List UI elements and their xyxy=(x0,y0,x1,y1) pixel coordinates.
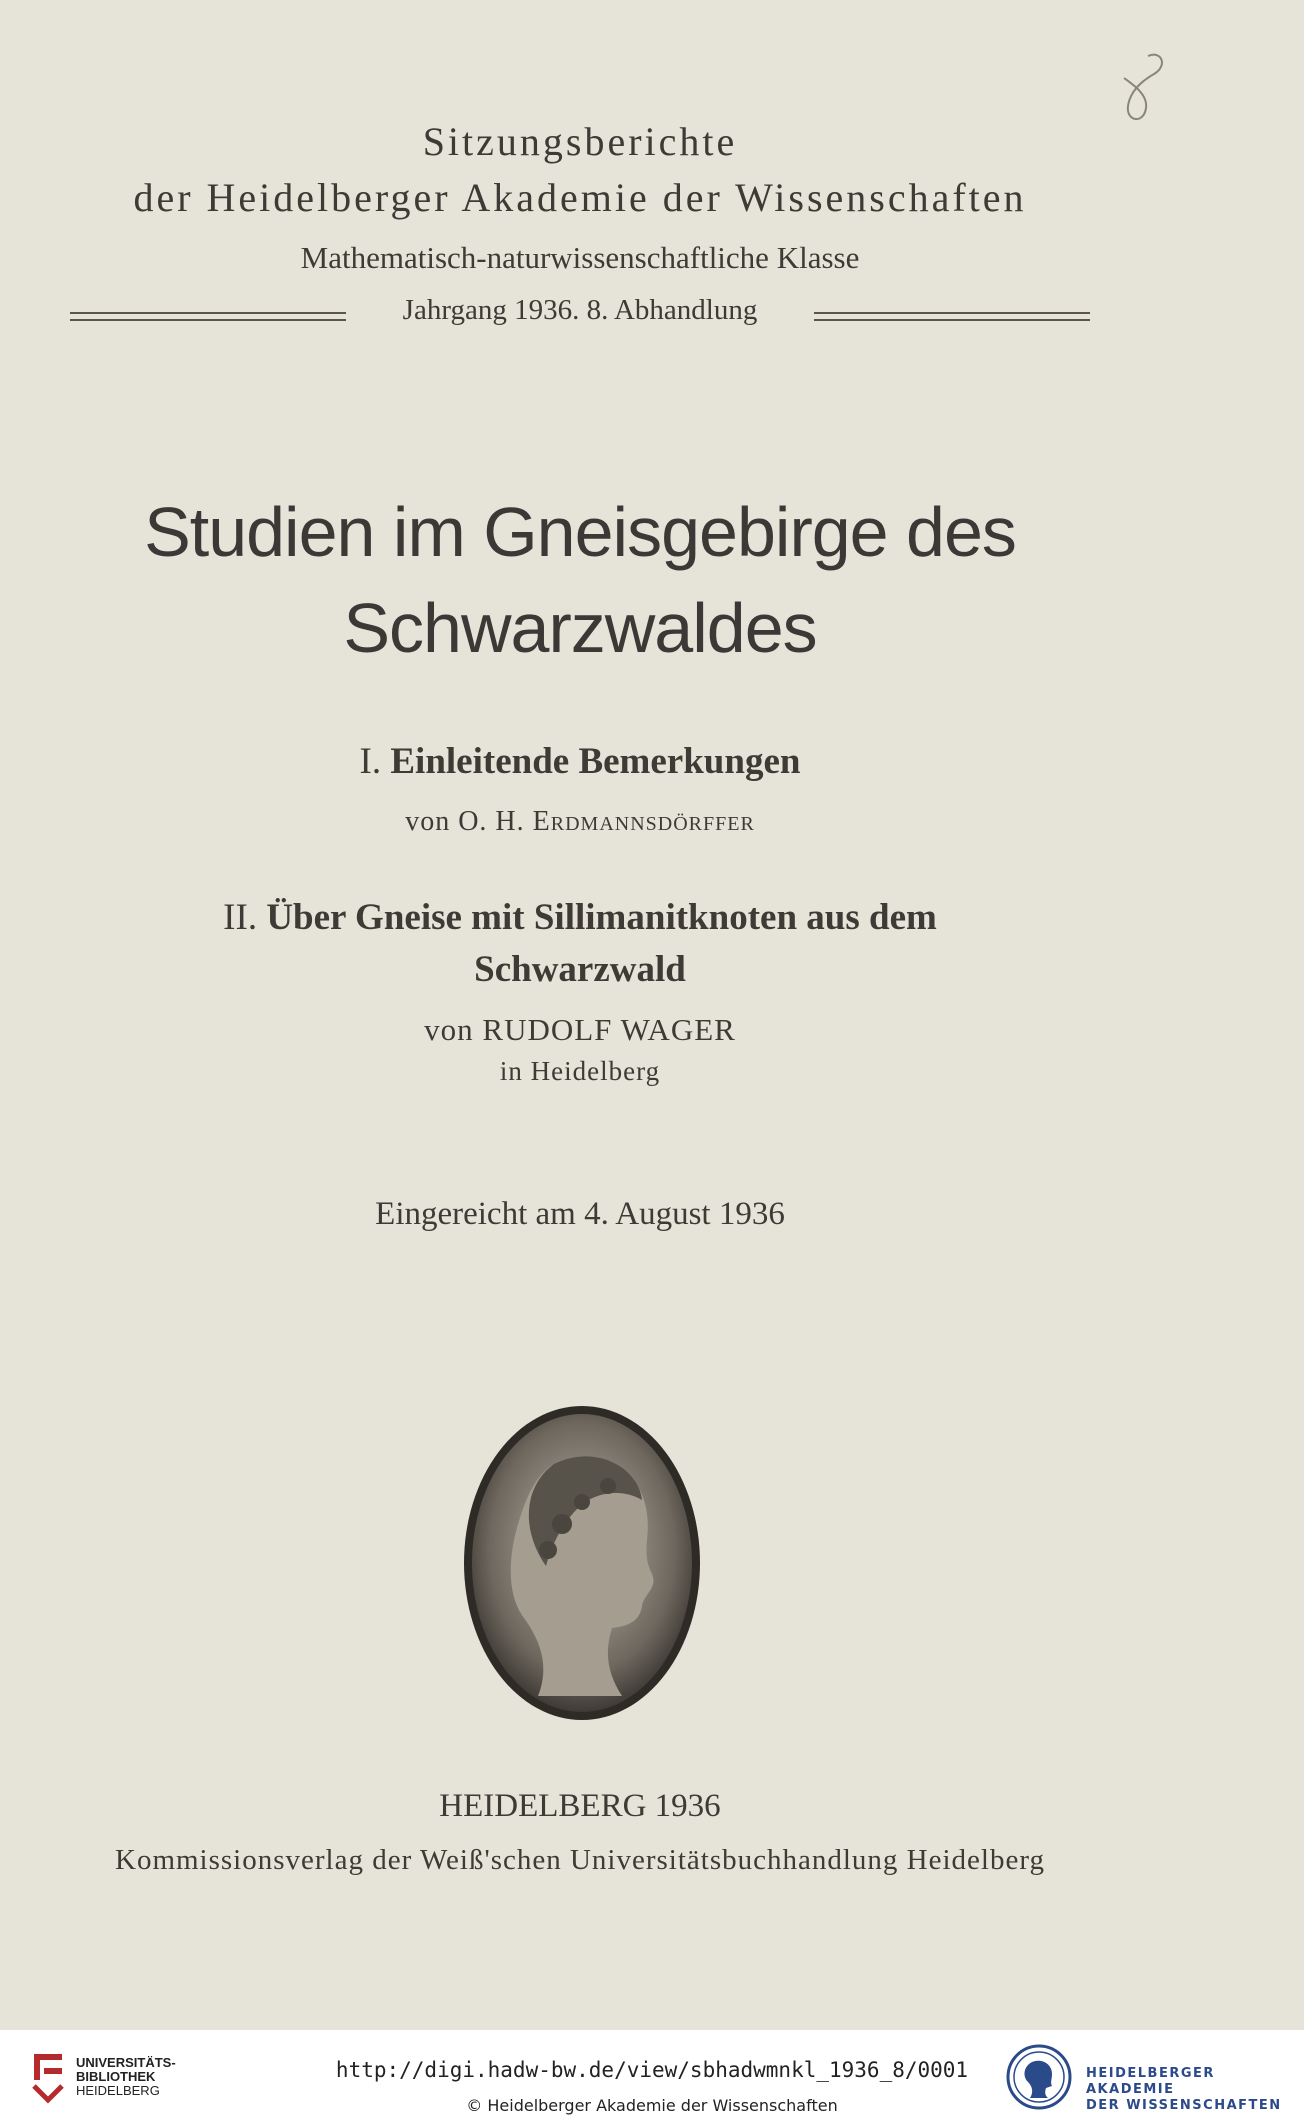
part1-von: von xyxy=(405,806,451,837)
imprint-publisher: Kommissionsverlag der Weiß'schen Universitätsbuchhandlung Heidelberg xyxy=(115,1844,1045,1876)
part1-heading xyxy=(0,740,1160,783)
part2-numeral: II. xyxy=(223,897,258,938)
hadw-line2: DER WISSENSCHAFTEN xyxy=(1086,2098,1282,2113)
copyright-notice: © Heidelberger Akademie der Wissenschaften xyxy=(466,2096,838,2115)
part1-author: O. H. Erdmannsdörffer xyxy=(458,806,755,837)
ub-line3: HEIDELBERG xyxy=(76,2083,160,2098)
submission-date: Eingereicht am 4. August 1936 xyxy=(375,1196,785,1232)
imprint-city-year: HEIDELBERG 1936 xyxy=(439,1788,721,1824)
volume-info: Jahrgang 1936. 8. Abhandlung xyxy=(391,294,770,326)
part2-author-line: von RUDOLF WAGER xyxy=(424,1012,736,1047)
part2-title-line1: Über Gneise mit Sillimanitknoten aus dem xyxy=(266,897,937,938)
part2-title-line2: Schwarzwald xyxy=(474,949,686,990)
ub-line1: UNIVERSITÄTS- xyxy=(76,2055,176,2070)
ub-line2: BIBLIOTHEK xyxy=(76,2069,156,2084)
cameo-portrait-emblem xyxy=(462,1404,702,1722)
class-name: Mathematisch-naturwissenschaftliche Klasse xyxy=(300,240,860,275)
handwritten-page-number-mark xyxy=(1110,48,1170,128)
hadw-seal-icon xyxy=(1006,2044,1072,2110)
volume-line xyxy=(70,292,1090,336)
main-title-line2: Schwarzwaldes xyxy=(343,589,817,667)
permalink-url[interactable]: http://digi.hadw-bw.de/view/sbhadwmnkl_1936_8/0001 xyxy=(335,2058,969,2082)
part1-numeral: I. xyxy=(359,741,382,782)
hadw-line1: HEIDELBERGER AKADEMIE xyxy=(1086,2066,1215,2097)
series-title: Sitzungsberichte xyxy=(422,119,738,164)
part2-heading-line1 xyxy=(0,896,1160,939)
hadw-wordmark xyxy=(1086,2066,1304,2114)
part1-title: Einleitende Bemerkungen xyxy=(390,741,801,782)
part1-author-line xyxy=(0,806,1160,838)
main-title-line1: Studien im Gneisgebirge des xyxy=(144,493,1016,571)
academy-name: der Heidelberger Akademie der Wissenschaften xyxy=(133,175,1027,220)
part2-location: in Heidelberg xyxy=(499,1056,661,1086)
